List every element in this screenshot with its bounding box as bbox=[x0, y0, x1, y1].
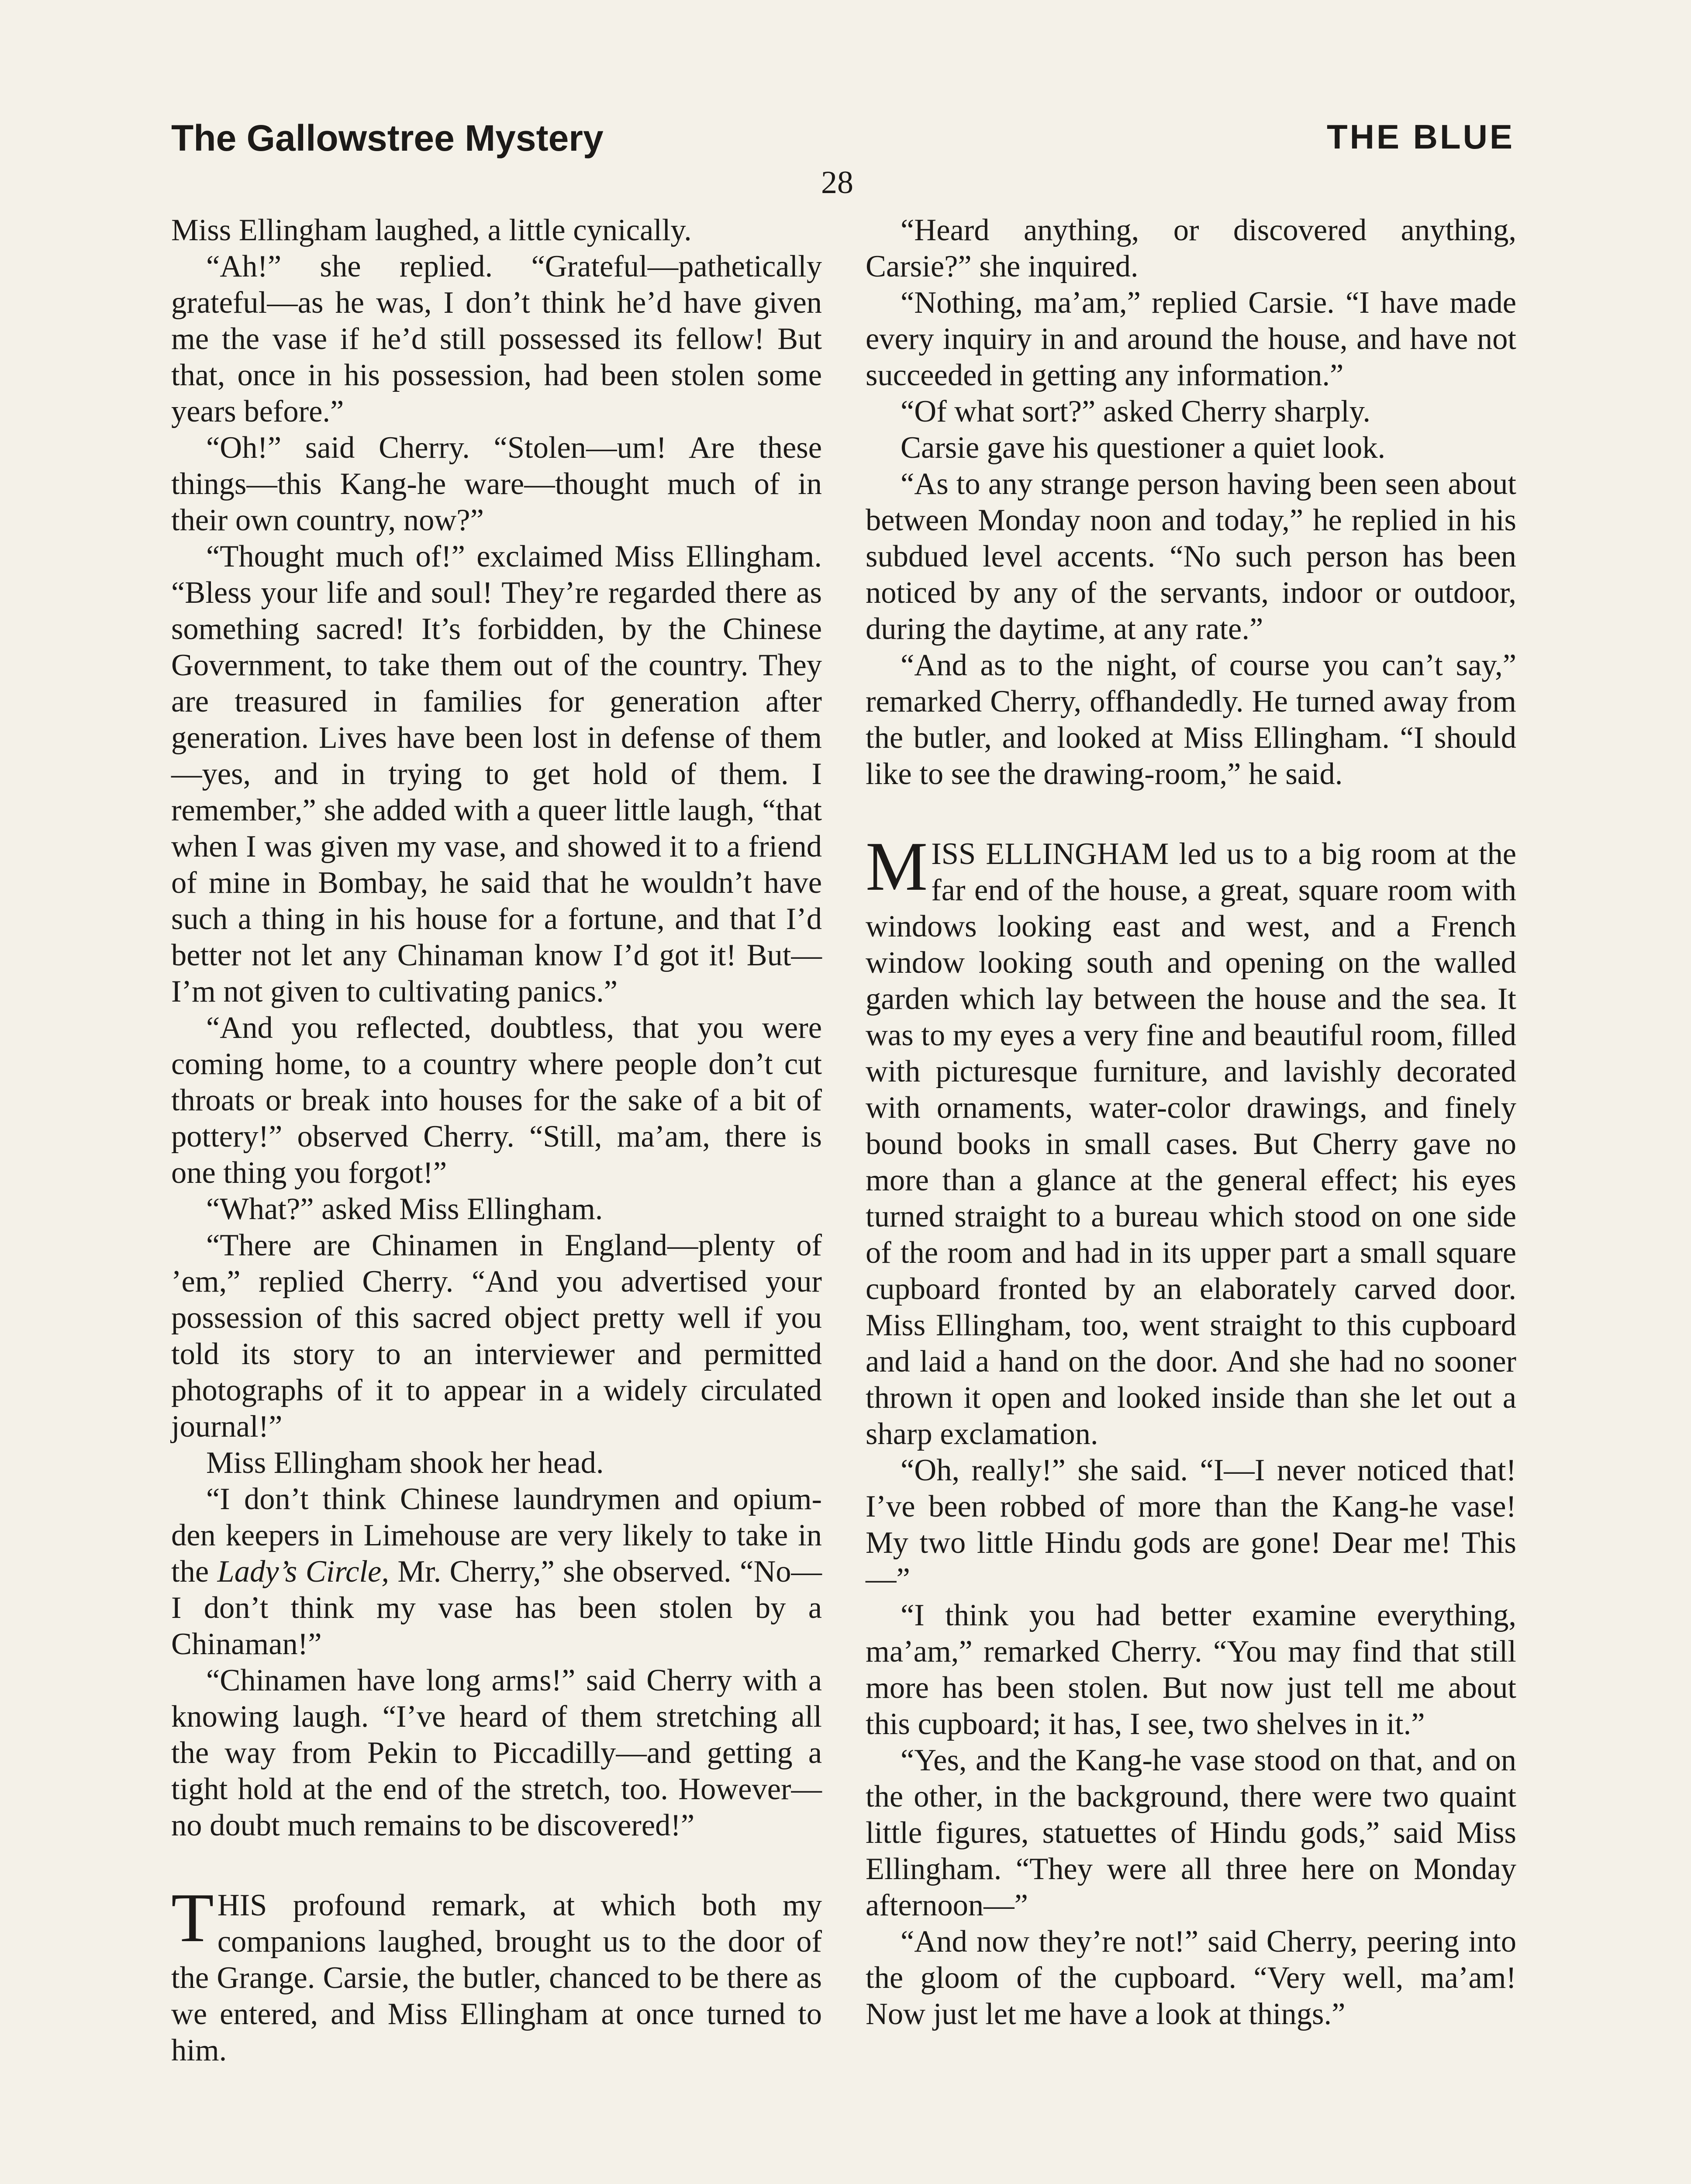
paragraph: “And as to the night, of course you can’t say,” remarked Cherry, offhandedly. He turned away from the butler, and looked at Miss Ellingham. “I should like to see the drawing-room,” he said. bbox=[866, 648, 1516, 791]
paragraph-text: “I don’t think Chinese laundrymen and opium-den keepers in Limehouse are very likely to take in the bbox=[171, 1482, 822, 1589]
section-paragraph bbox=[866, 827, 1516, 1452]
paragraph: “And now they’re not!” said Cherry, peering into the gloom of the cupboard. “Very well, ma’am! Now just let me have a look at things.” bbox=[866, 1925, 1516, 2031]
paragraph: “What?” asked Miss Ellingham. bbox=[206, 1192, 603, 1226]
paragraph: “And you reflected, doubtless, that you were coming home, to a country where people don’t cut throats or break into houses for the sake of a bit of pottery!” observed Cherry. “Still, ma’am, there is one thing you forgot!” bbox=[171, 1011, 822, 1190]
paragraph: Miss Ellingham shook her head. bbox=[206, 1446, 604, 1480]
drop-cap: T bbox=[171, 1879, 214, 1956]
drop-cap: M bbox=[866, 827, 928, 905]
paragraph-text: ISS ELLINGHAM led us to a big room at the far end of the house, a great, square room with windows looking east and west, and a French window looking south and opening on the walled garden which lay between the house and the sea. It was to my eyes a very fine and beautiful room, filled with picturesque furniture, and lavishly decorated with ornaments, water-color drawings, and finely bound books in small cases. But Cherry gave no more than a glance at the general effect; his eyes turned straight to a bureau which stood on one side of the room and had in its upper part a small square cupboard fronted by an elaborately carved door. Miss Ellingham, too, went straight to this cupboard and laid a hand on the door. And she had no sooner thrown it open and looked inside than she let out a sharp exclamation. bbox=[866, 837, 1516, 1451]
left-column bbox=[171, 212, 822, 2069]
magazine-title-italic: Lady’s Circle, bbox=[217, 1555, 389, 1589]
paragraph: Miss Ellingham laughed, a little cynically. bbox=[171, 213, 692, 247]
paragraph: “Heard anything, or discovered anything, Carsie?” she inquired. bbox=[866, 213, 1516, 283]
paragraph-text: Mr. Cherry,” she observed. “No—I don’t think my vase has been stolen by a Chinaman!” bbox=[171, 1555, 822, 1661]
paragraph bbox=[171, 1481, 822, 1662]
magazine-name: THE BLUE bbox=[1327, 117, 1515, 156]
paragraph: “Ah!” she replied. “Grateful—pathetically grateful—as he was, I don’t think he’d have given me the vase if he’d still possessed its fellow! But that, once in his possession, had been stolen some years before.” bbox=[171, 249, 822, 429]
paragraph-text: HIS profound remark, at which both my companions laughed, brought us to the door of the Grange. Carsie, the butler, chanced to be there as we entered, and Miss Ellingham at once turned to him. bbox=[171, 1888, 822, 2067]
paragraph: “Oh!” said Cherry. “Stolen—um! Are these things—this Kang-he ware—thought much of in their own country, now?” bbox=[171, 431, 822, 537]
page-number: 28 bbox=[821, 165, 853, 200]
paragraph: “As to any strange person having been seen about between Monday noon and today,” he replied in his subdued level accents. “No such person has been noticed by any of the servants, indoor or outdoor, during the daytime, at any rate.” bbox=[866, 467, 1516, 646]
paragraph: “Nothing, ma’am,” replied Carsie. “I have made every inquiry in and around the house, and have not succeeded in getting any information.” bbox=[866, 286, 1516, 392]
paragraph: “Thought much of!” exclaimed Miss Ellingham. “Bless your life and soul! They’re regarded there as something sacred! It’s forbidden, by the Chinese Government, to take them out of the country. They are treasured in families for generation after generation. Lives have been lost in defense of them—yes, and in trying to get hold of them. I remember,” she added with a queer little laugh, “that when I was given my vase, and showed it to a friend of mine in Bombay, he said that he wouldn’t have such a thing in his house for a fortune, and that I’d better not let any Chinaman know I’d got it! But—I’m not given to cultivating panics.” bbox=[171, 539, 822, 1009]
paragraph: “Yes, and the Kang-he vase stood on that, and on the other, in the background, there were two quaint little figures, statuettes of Hindu gods,” said Miss Ellingham. “They were all three here on Monday afternoon—” bbox=[866, 1743, 1516, 1922]
paragraph: “Of what sort?” asked Cherry sharply. bbox=[901, 394, 1371, 429]
right-column bbox=[866, 212, 1516, 2032]
paragraph: “There are Chinamen in England—plenty of ’em,” replied Cherry. “And you advertised your possession of this sacred object pretty well if you told its story to an interviewer and permitted photographs of it to appear in a widely circulated journal!” bbox=[171, 1228, 822, 1444]
paragraph: Carsie gave his questioner a quiet look. bbox=[901, 431, 1386, 465]
section-paragraph bbox=[171, 1879, 822, 2069]
paragraph: “Oh, really!” she said. “I—I never noticed that! I’ve been robbed of more than the Kang-he vase! My two little Hindu gods are gone! Dear me! This—” bbox=[866, 1453, 1516, 1596]
paragraph: “I think you had better examine everything, ma’am,” remarked Cherry. “You may find that still more has been stolen. But now just tell me about this cupboard; it has, I see, two shelves in it.” bbox=[866, 1598, 1516, 1741]
paragraph: “Chinamen have long arms!” said Cherry with a knowing laugh. “I’ve heard of them stretching all the way from Pekin to Piccadilly—and getting a tight hold at the end of the stretch, too. However—no doubt much remains to be discovered!” bbox=[171, 1663, 822, 1842]
story-title: The Gallowstree Mystery bbox=[171, 117, 604, 159]
